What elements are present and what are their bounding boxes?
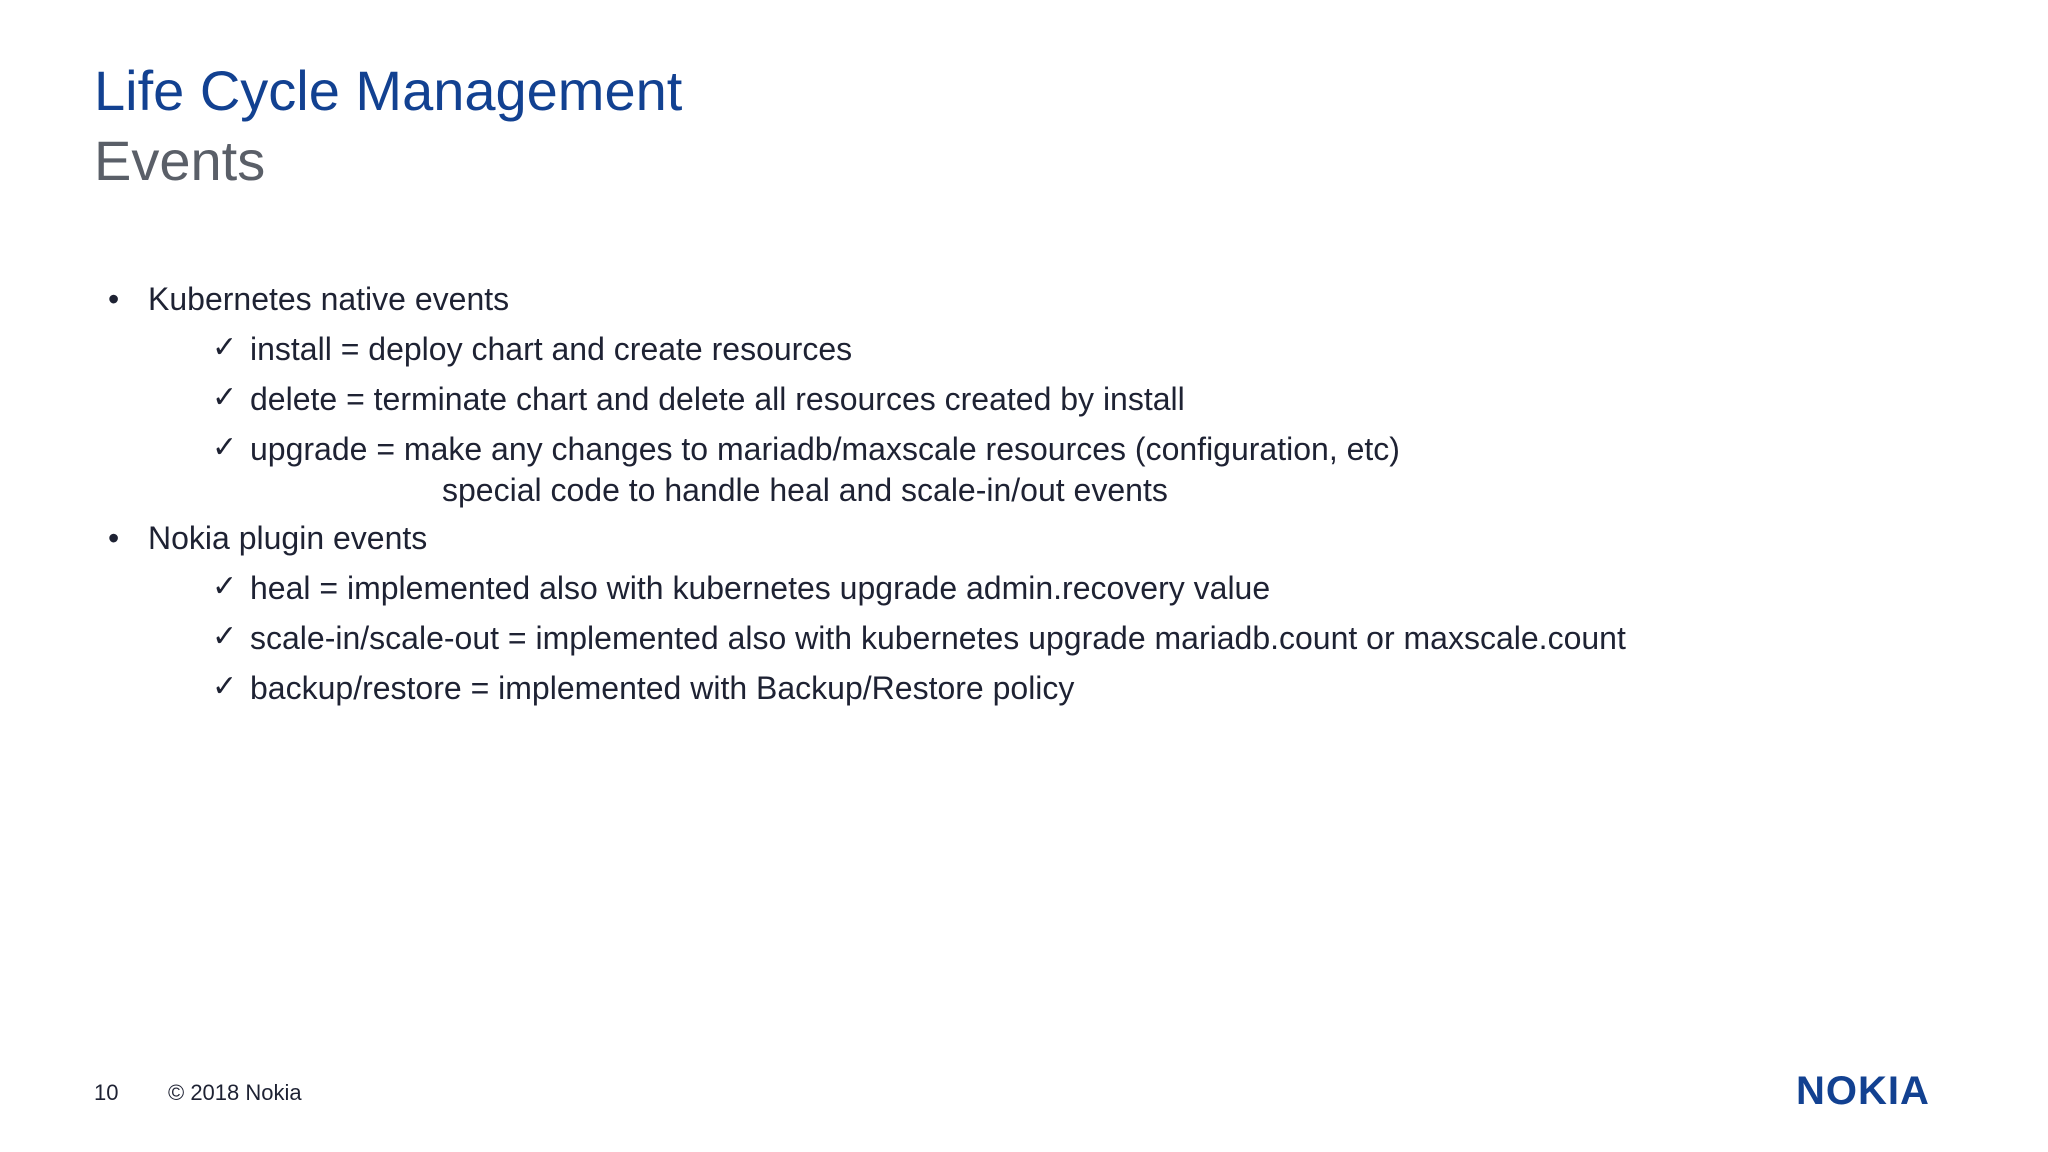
sub-bullet-install: install = deploy chart and create resources xyxy=(250,331,853,367)
sub-bullet-backup: backup/restore = implemented with Backup/Restore policy xyxy=(250,670,1075,706)
checkmark-icon: ✓ xyxy=(212,330,238,365)
checkmark-icon: ✓ xyxy=(212,619,238,654)
nokia-logo xyxy=(1796,1070,1956,1115)
nokia-logo-text: NOKIA xyxy=(1796,1070,1930,1110)
sub-bullet-scale: scale-in/scale-out = implemented also with kubernetes upgrade mariadb.count or maxscale.count xyxy=(250,620,1626,656)
checkmark-icon: ✓ xyxy=(212,569,238,604)
page-number: 10 xyxy=(94,1080,119,1105)
checkmark-icon: ✓ xyxy=(212,669,238,704)
bullet-heading-nokia: Nokia plugin events xyxy=(148,520,428,556)
nokia-logo-mark xyxy=(1796,1070,1956,1110)
sub-bullet-upgrade: upgrade = make any changes to mariadb/maxscale resources (configuration, etc) xyxy=(250,431,1400,467)
checkmark-icon: ✓ xyxy=(212,430,238,465)
bullet-mark: • xyxy=(108,281,120,317)
bullet-heading-kubernetes: Kubernetes native events xyxy=(148,281,510,317)
slide-title: Life Cycle Management xyxy=(94,59,683,122)
copyright: © 2018 Nokia xyxy=(168,1080,302,1105)
slide-subtitle: Events xyxy=(94,129,266,192)
checkmark-icon: ✓ xyxy=(212,380,238,415)
sub-bullet-delete: delete = terminate chart and delete all resources created by install xyxy=(250,381,1185,417)
sub-bullet-heal: heal = implemented also with kubernetes upgrade admin.recovery value xyxy=(250,570,1271,606)
bullet-mark: • xyxy=(108,520,120,556)
sub-bullet-upgrade-continuation: special code to handle heal and scale-in/out events xyxy=(442,472,1168,508)
